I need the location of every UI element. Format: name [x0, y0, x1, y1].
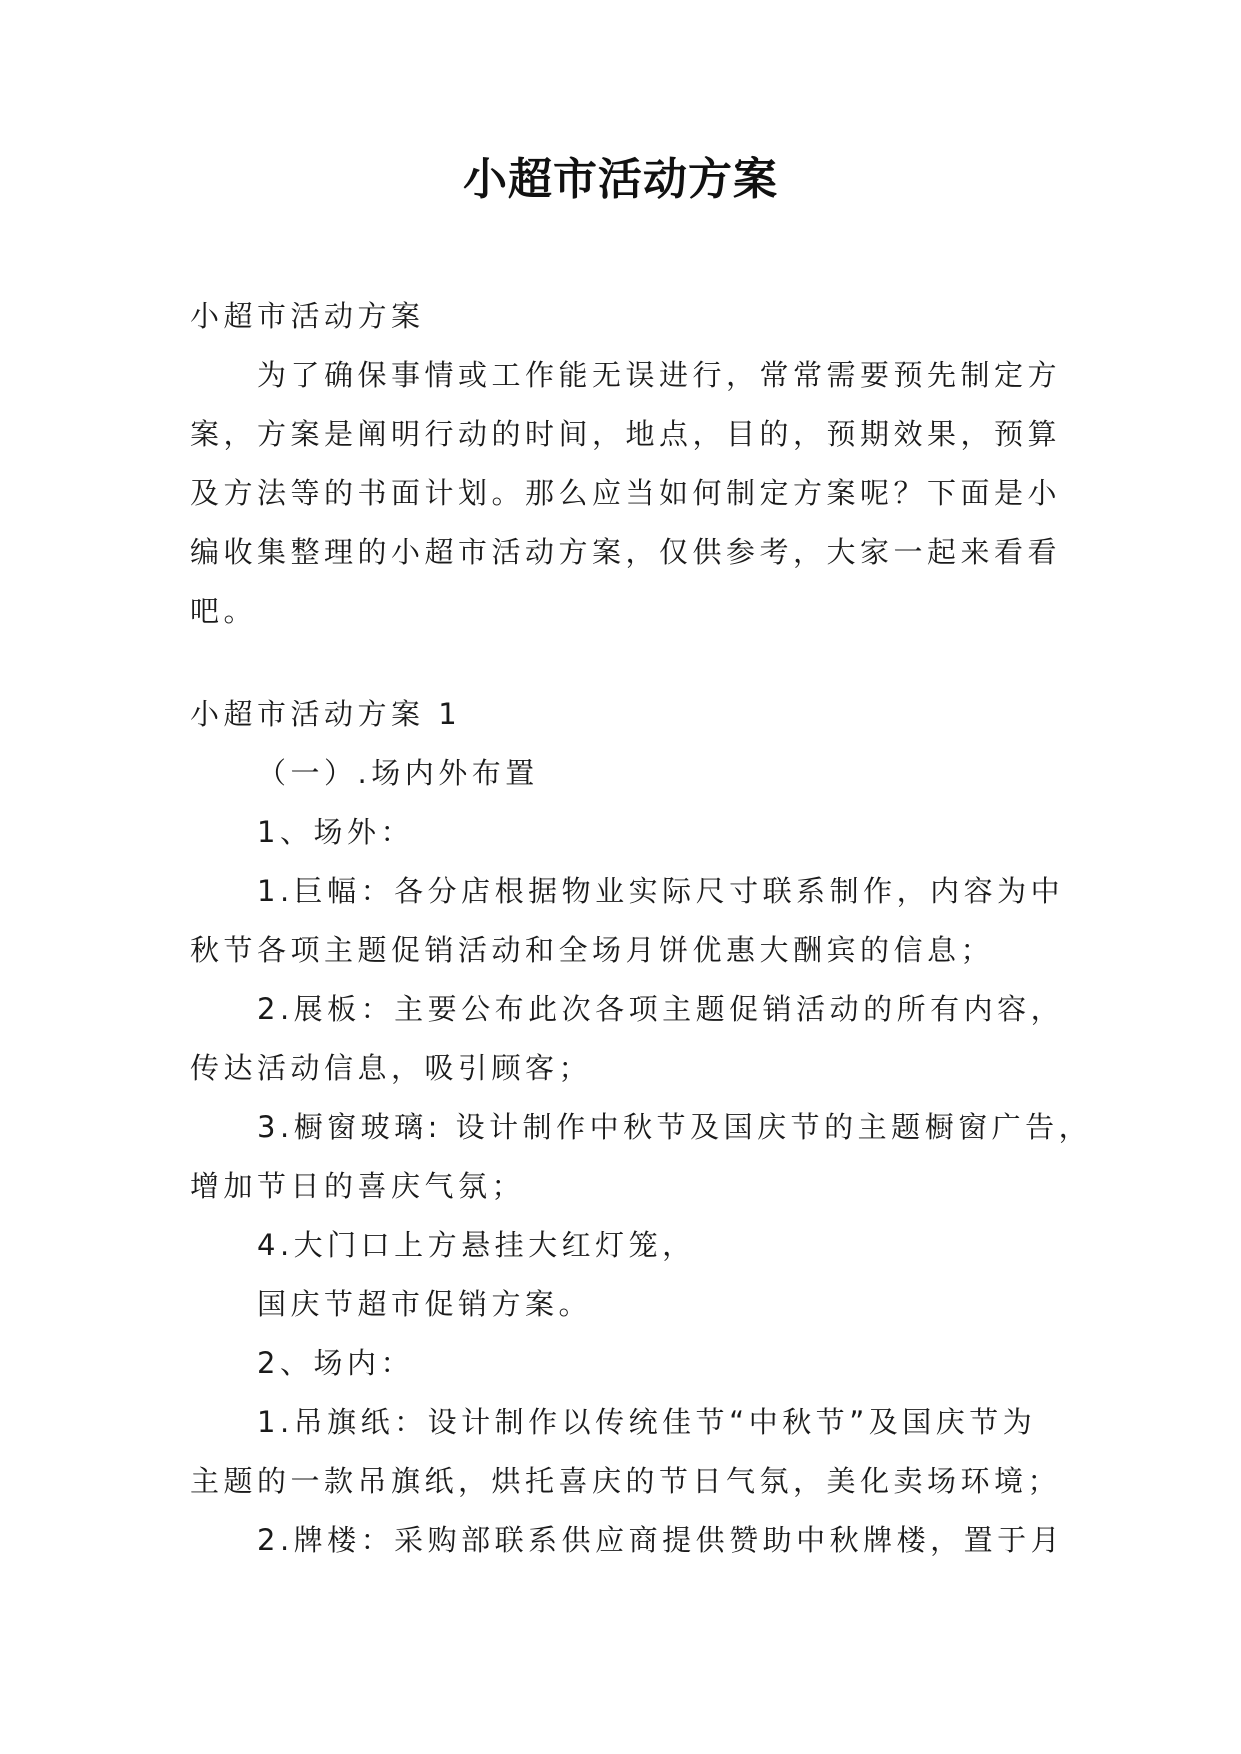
- section-heading: 小超市活动方案 1: [190, 697, 462, 731]
- subsection-heading: （一）.场内外布置: [257, 756, 539, 790]
- list-heading: 2、场内：: [257, 1346, 414, 1380]
- paragraph-line: 为了确保事情或工作能无误进行，常常需要预先制定方: [257, 358, 1062, 392]
- paragraph-line: 吧。: [190, 594, 258, 628]
- paragraph-line: 编收集整理的小超市活动方案，仅供参考，大家一起来看看: [190, 535, 1062, 569]
- paragraph-line: 国庆节超市促销方案。: [257, 1287, 593, 1321]
- list-heading: 1、场外：: [257, 815, 414, 849]
- paragraph-line: 及方法等的书面计划。那么应当如何制定方案呢？下面是小: [190, 476, 1062, 510]
- list-item-continuation: 秋节各项主题促销活动和全场月饼优惠大酬宾的信息；: [190, 933, 995, 967]
- document-title: 小超市活动方案: [463, 154, 778, 205]
- subtitle-line: 小超市活动方案: [190, 299, 425, 333]
- list-item: 2.展板：主要公布此次各项主题促销活动的所有内容，: [257, 992, 1065, 1026]
- list-item: 2.牌楼：采购部联系供应商提供赞助中秋牌楼，置于月: [257, 1523, 1065, 1557]
- list-item-continuation: 主题的一款吊旗纸，烘托喜庆的节日气氛，美化卖场环境；: [190, 1464, 1062, 1498]
- list-item: 1.巨幅：各分店根据物业实际尺寸联系制作，内容为中: [257, 874, 1065, 908]
- list-item-continuation: 传达活动信息，吸引顾客；: [190, 1051, 593, 1085]
- list-item-continuation: 增加节日的喜庆气氛；: [190, 1169, 526, 1203]
- list-item: 4.大门口上方悬挂大红灯笼，: [257, 1228, 696, 1262]
- paragraph-line: 案，方案是阐明行动的时间，地点，目的，预期效果，预算: [190, 417, 1062, 451]
- list-item: 3.橱窗玻璃: 设计制作中秋节及国庆节的主题橱窗广告，: [257, 1110, 1093, 1144]
- list-item: 1.吊旗纸：设计制作以传统佳节“中秋节”及国庆节为: [257, 1405, 1037, 1439]
